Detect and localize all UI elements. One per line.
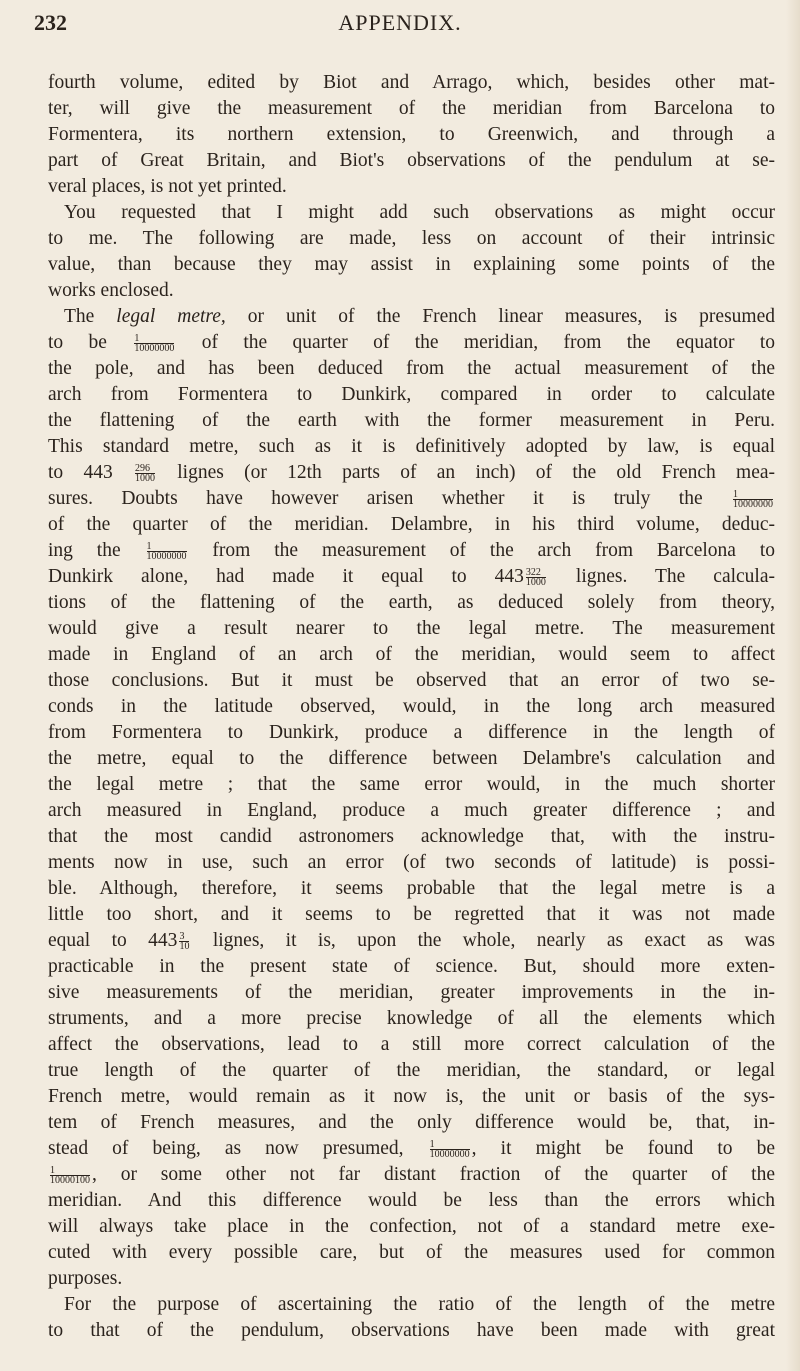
text-line: [48, 1240, 775, 1266]
text-line: [48, 278, 775, 304]
text-line: [48, 980, 775, 1006]
text-run: meridian. And this difference would be less than the errors which: [48, 1190, 775, 1211]
text-run: would give a result nearer to the legal metre. The measurement: [48, 618, 775, 639]
text-run: Dunkirk alone, had made it equal to 443: [48, 566, 524, 587]
text-run: value, than because they may assist in explaining some points of the: [48, 254, 775, 275]
text-run: tions of the flattening of the earth, as deduced solely from theory,: [48, 592, 775, 613]
numerator: 1: [50, 1165, 55, 1177]
text-run: part of Great Britain, and Biot's observations of the pendulum at se-: [48, 150, 775, 171]
text-line: [48, 408, 775, 434]
text-run: the flattening of the earth with the former measurement in Peru.: [48, 410, 775, 431]
fraction: [134, 334, 174, 353]
text-line: [48, 954, 775, 980]
fraction: [147, 542, 187, 561]
denominator: 1000: [134, 473, 155, 485]
text-line: [48, 70, 775, 96]
italic-term: legal metre,: [116, 306, 226, 327]
text-line: [48, 616, 775, 642]
body-text: [48, 70, 775, 1344]
fraction: [179, 932, 189, 951]
numerator: 3: [179, 931, 185, 943]
text-line: [48, 876, 775, 902]
text-run: practicable in the present state of science. But, should more exten-: [48, 956, 775, 977]
text-line: [48, 356, 775, 382]
text-run: from Formentera to Dunkirk, produce a difference in the length of: [48, 722, 775, 743]
text-run: tem of French measures, and the only difference would be, that, in-: [48, 1112, 775, 1133]
text-line: [48, 668, 775, 694]
text-line: [48, 902, 775, 928]
text-run: the metre, equal to the difference between Delambre's calculation and: [48, 748, 775, 769]
text-line: [48, 824, 775, 850]
text-run: ter, will give the measurement of the meridian from Barcelona to: [48, 98, 775, 119]
text-line: [48, 798, 775, 824]
text-run: lignes. The calcula-: [547, 566, 775, 587]
text-line: [48, 772, 775, 798]
denominator: 1000: [525, 577, 546, 589]
denominator: 10000000: [733, 499, 773, 511]
text-line: [48, 122, 775, 148]
denominator: 10000000: [429, 1149, 470, 1161]
text-line: [48, 1006, 775, 1032]
page-number: 232: [34, 10, 67, 35]
fraction: [430, 1140, 470, 1159]
running-head: APPENDIX.: [338, 10, 462, 35]
numerator: 296: [134, 463, 150, 475]
text-line: [48, 642, 775, 668]
text-run: that the most candid astronomers acknowledge that, with the instru-: [48, 826, 775, 847]
text-run: affect the observations, lead to a still more correct calculation of the: [48, 1034, 775, 1055]
text-run: made in England of an arch of the meridian, would seem to affect: [48, 644, 775, 665]
text-line: [48, 96, 775, 122]
text-run: those conclusions. But it must be observed that an error of two se-: [48, 670, 775, 691]
text-line: [48, 460, 775, 486]
text-line: [48, 486, 775, 512]
text-run: from the measurement of the arch from Barcelona to: [188, 540, 775, 561]
text-line: [48, 1084, 775, 1110]
text-line: [48, 1214, 775, 1240]
text-line: [48, 694, 775, 720]
denominator: 10: [179, 941, 190, 953]
text-run: little too short, and it seems to be regretted that it was not made: [48, 904, 775, 925]
text-run: struments, and a more precise knowledge of all the elements which: [48, 1008, 775, 1029]
text-line: [48, 720, 775, 746]
page-edge: [786, 0, 800, 1371]
text-run: purposes.: [48, 1268, 123, 1289]
text-line: [48, 1110, 775, 1136]
fraction: [135, 464, 155, 483]
numerator: 322: [525, 567, 541, 579]
text-run: arch measured in England, produce a much greater difference ; and: [48, 800, 775, 821]
denominator: 10000000: [146, 551, 187, 563]
text-run: to 443: [48, 462, 133, 483]
text-run: conds in the latitude observed, would, in the long arch measured: [48, 696, 775, 717]
text-run: lignes, it is, upon the whole, nearly as exact as was: [191, 930, 775, 951]
text-run: sures. Doubts have however arisen whether it is truly the: [48, 488, 731, 509]
text-run: the pole, and has been deduced from the actual measurement of the: [48, 358, 775, 379]
text-line: [48, 512, 775, 538]
text-run: or unit of the French linear measures, is presumed: [225, 306, 775, 327]
text-line: [48, 1058, 775, 1084]
text-line: [48, 434, 775, 460]
text-line: [48, 746, 775, 772]
text-run: fourth volume, edited by Biot and Arrago, which, besides other mat-: [48, 72, 775, 93]
text-line: [48, 1318, 775, 1344]
text-line: [48, 1266, 775, 1292]
text-run: works enclosed.: [48, 280, 174, 301]
text-run: , or some other not far distant fraction of the quarter of the: [92, 1164, 775, 1185]
text-run: of the quarter of the meridian. Delambre, in his third volume, deduc-: [48, 514, 775, 535]
text-run: cuted with every possible care, but of the measures used for common: [48, 1242, 775, 1263]
text-line: [48, 564, 775, 590]
text-line: [48, 1188, 775, 1214]
text-run: You requested that I might add such observations as might occur: [64, 202, 775, 223]
text-run: For the purpose of ascertaining the ratio of the length of the metre: [64, 1294, 775, 1315]
text-run: lignes (or 12th parts of an inch) of the old French mea-: [156, 462, 776, 483]
text-run: to me. The following are made, less on account of their intrinsic: [48, 228, 775, 249]
text-run: This standard metre, such as it is definitively adopted by law, is equal: [48, 436, 775, 457]
text-run: to be: [48, 332, 133, 353]
text-run: , it might be found to be: [471, 1138, 775, 1159]
text-line: [48, 1032, 775, 1058]
numerator: 1: [429, 1139, 435, 1151]
text-line: [48, 382, 775, 408]
text-run: ments now in use, such an error (of two seconds of latitude) is possi-: [48, 852, 775, 873]
fraction: [733, 490, 773, 509]
text-run: stead of being, as now presumed,: [48, 1138, 428, 1159]
text-line: [48, 200, 775, 226]
text-line: [48, 1136, 775, 1162]
text-run: the legal metre ; that the same error would, in the much shorter: [48, 774, 775, 795]
text-run: arch from Formentera to Dunkirk, compared in order to calculate: [48, 384, 775, 405]
text-line: [48, 538, 775, 564]
text-line: [48, 226, 775, 252]
text-run: ble. Although, therefore, it seems probable that the legal metre is a: [48, 878, 775, 899]
numerator: 1: [146, 541, 152, 553]
numerator: 1: [733, 489, 738, 501]
text-line: [48, 1292, 775, 1318]
denominator: 10000100: [50, 1175, 90, 1187]
text-run: will always take place in the confection, not of a standard metre exe-: [48, 1216, 775, 1237]
text-run: veral places, is not yet printed.: [48, 176, 287, 197]
text-run: of the quarter of the meridian, from the equator to: [176, 332, 775, 353]
text-run: true length of the quarter of the meridian, the standard, or legal: [48, 1060, 775, 1081]
denominator: 10000000: [134, 343, 175, 355]
text-run: The: [64, 306, 117, 327]
text-line: [48, 1162, 775, 1188]
text-run: Formentera, its northern extension, to Greenwich, and through a: [48, 124, 775, 145]
text-run: equal to 443: [48, 930, 178, 951]
fraction: [526, 568, 546, 587]
text-run: sive measurements of the meridian, greater improvements in the in-: [48, 982, 775, 1003]
text-line: [48, 304, 775, 330]
text-run: French metre, would remain as it now is, the unit or basis of the sys-: [48, 1086, 775, 1107]
text-line: [48, 850, 775, 876]
text-line: [48, 174, 775, 200]
text-run: ing the: [48, 540, 145, 561]
text-line: [48, 590, 775, 616]
fraction: [50, 1166, 90, 1185]
text-line: [48, 330, 775, 356]
text-line: [48, 148, 775, 174]
text-line: [48, 928, 775, 954]
numerator: 1: [134, 333, 140, 345]
text-run: to that of the pendulum, observations have been made with great: [48, 1320, 775, 1341]
text-line: [48, 252, 775, 278]
